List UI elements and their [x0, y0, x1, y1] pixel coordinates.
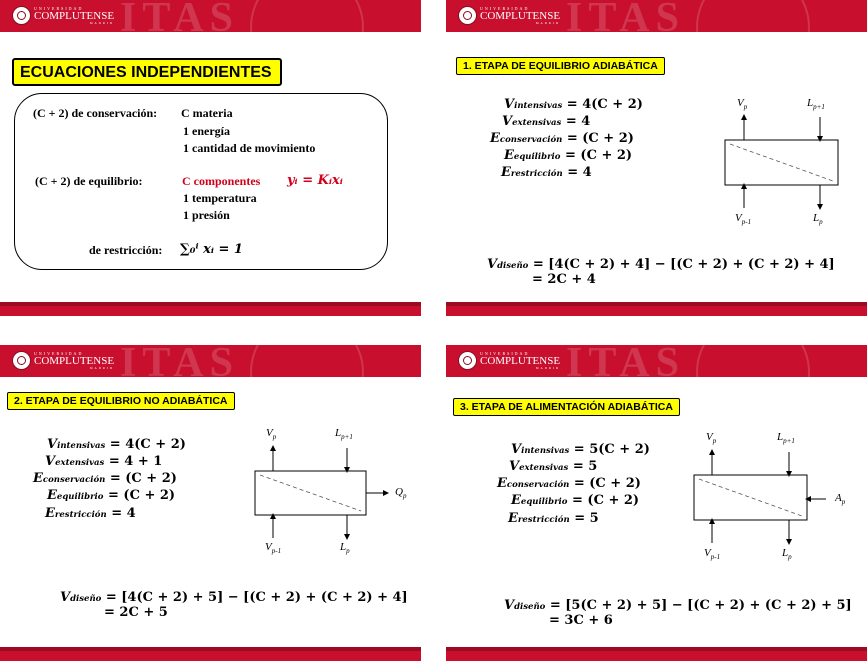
footer-bar [0, 302, 421, 316]
slide-title: 3. ETAPA DE ALIMENTACIÓN ADIABÁTICA [453, 398, 680, 416]
stage-diagonal [730, 144, 833, 181]
eq-row: Vextensivas = 4 [502, 114, 591, 129]
conservation-item: 1 energía [183, 124, 230, 138]
eq-row: Vintensivas = 4(C + 2) [47, 437, 186, 452]
university-logo: UNIVERSIDAD COMPLUTENSE MADRID [458, 6, 560, 25]
restriction-formula: ∑₀ⁱ xᵢ = 1 [180, 242, 243, 257]
slide-equilibrio-adiabatica [446, 0, 867, 316]
conservation-label: (C + 2) de conservación: [33, 106, 158, 120]
header-watermark: ITAS [566, 345, 685, 386]
header-watermark: ITAS [566, 0, 685, 41]
footer-bar [446, 302, 867, 316]
eq-row: Erestricción = 4 [45, 506, 136, 521]
conservation-item: 1 cantidad de movimiento [183, 141, 316, 155]
eq-row: Eequilibrio = (C + 2) [511, 493, 640, 508]
label-lp1: $L_{p+1}$ [777, 431, 795, 446]
slide-title: 2. ETAPA DE EQUILIBRIO NO ADIABÁTICA [7, 392, 235, 410]
diseno-line-1: Vdiseño = [5(C + 2) + 5] − [(C + 2) + (C + 2) + 5] [504, 598, 852, 613]
equilibrium-item: C componentes [182, 174, 261, 188]
university-logo: UNIVERSIDAD COMPLUTENSE MADRID [458, 351, 560, 370]
label-lp: $L_p$ [813, 212, 823, 227]
conservation-item: C materia [181, 106, 233, 120]
equilibrium-item: 1 temperatura [183, 191, 257, 205]
stage-diagram [446, 345, 867, 661]
eq-row: Vintensivas = 4(C + 2) [504, 97, 643, 112]
slide-ecuaciones-independientes [0, 0, 421, 316]
label-qp: $Q_p$ [395, 486, 407, 501]
footer-bar [446, 647, 867, 661]
equilibrium-item: 1 presión [183, 208, 230, 222]
label-vp-1: $V_{p-1}$ [735, 212, 752, 227]
university-logo: UNIVERSIDAD COMPLUTENSE MADRID [12, 6, 114, 25]
stage-diagonal [260, 475, 361, 511]
label-vp: $V_p$ [737, 97, 748, 112]
equilibrium-relation: yᵢ = Kᵢxᵢ [287, 173, 343, 188]
eq-row: Econservación = (C + 2) [490, 131, 634, 146]
university-logo: UNIVERSIDAD COMPLUTENSE MADRID [12, 351, 114, 370]
label-vp-1: $V_{p-1}$ [265, 541, 282, 556]
eq-row: Vintensivas = 5(C + 2) [511, 442, 650, 457]
label-lp: $L_p$ [340, 541, 350, 556]
eq-row: Vextensivas = 4 + 1 [45, 454, 163, 469]
label-vp-1: $V_{p-1}$ [704, 547, 721, 562]
diseno-line-2: = 3C + 6 [549, 613, 613, 628]
header-bar [0, 0, 421, 41]
eq-row: Eequilibrio = (C + 2) [47, 488, 176, 503]
seal-icon [12, 6, 31, 25]
header-watermark: ITAS [120, 0, 239, 41]
equilibrium-label: (C + 2) de equilibrio: [35, 174, 143, 188]
slide-title: 1. ETAPA DE EQUILIBRIO ADIABÁTICA [456, 57, 665, 75]
footer-bar [0, 647, 421, 661]
stage-diagram [0, 345, 421, 661]
stage-box [255, 471, 366, 515]
diseno-line-2: = 2C + 4 [532, 272, 596, 287]
restriction-label: de restricción: [89, 243, 163, 257]
stage-diagonal [699, 479, 802, 516]
label-vp: $V_p$ [266, 427, 277, 442]
eq-row: Vextensivas = 5 [509, 459, 598, 474]
diseno-line-1: Vdiseño = [4(C + 2) + 5] − [(C + 2) + (C + 2) + 4] [60, 590, 408, 605]
eq-row: Eequilibrio = (C + 2) [504, 148, 633, 163]
label-vp: $V_p$ [706, 431, 717, 446]
eq-row: Erestricción = 5 [508, 511, 599, 526]
slide-equilibrio-no-adiabatica [0, 345, 421, 661]
eq-row: Econservación = (C + 2) [497, 476, 641, 491]
header-watermark: ITAS [120, 345, 239, 386]
label-lp1: $L_{p+1}$ [807, 97, 825, 112]
eq-row: Erestricción = 4 [501, 165, 592, 180]
eq-row: Econservación = (C + 2) [33, 471, 177, 486]
diseno-line-1: Vdiseño = [4(C + 2) + 4] − [(C + 2) + (C + 2) + 4] [487, 257, 835, 272]
slide-title: ECUACIONES INDEPENDIENTES [12, 58, 282, 86]
stage-box [694, 475, 807, 520]
stage-box [725, 140, 838, 185]
slide-alimentacion-adiabatica [446, 345, 867, 661]
label-lp1: $L_{p+1}$ [335, 427, 353, 442]
diseno-line-2: = 2C + 5 [104, 605, 168, 620]
label-lp: $L_p$ [782, 547, 792, 562]
label-ap: $A_p$ [835, 492, 846, 507]
